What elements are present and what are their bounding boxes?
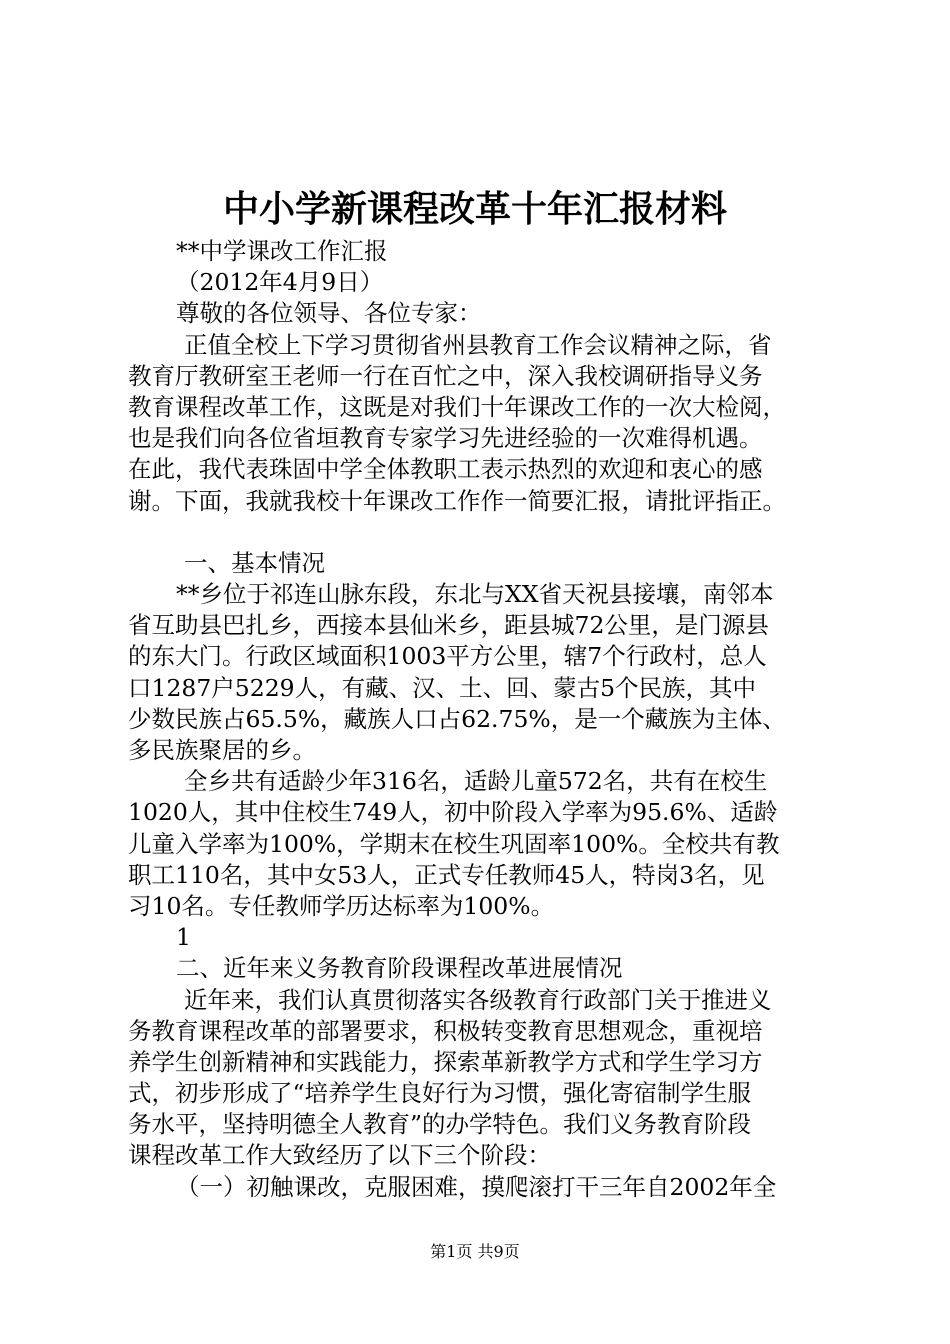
paragraph-line: 的东大门。行政区域面积1003平方公里，辖7个行政村，总人 [128,642,767,671]
paragraph-line: 教育课程改革工作，这既是对我们十年课改工作的一次大检阅， [128,392,786,421]
paragraph-line: **乡位于祁连山脉东段，东北与XX省天祝县接壤，南邻本 [176,580,774,609]
paragraph-line: 谢。下面，我就我校十年课改工作作一简要汇报，请批评指正。 [128,486,786,515]
paragraph-line: 口1287户5229人，有藏、汉、土、回、蒙古5个民族，其中 [128,673,757,702]
paragraph-line: 课程改革工作大致经历了以下三个阶段： [128,1141,551,1170]
paragraph-line: 务水平，坚持明德全人教育”的办学特色。我们义务教育阶段 [128,1110,752,1139]
section-heading: 二、近年来义务教育阶段课程改革进展情况 [176,954,623,983]
paragraph-line: 教育厅教研室王老师一行在百忙之中，深入我校调研指导义务 [128,361,763,390]
paragraph-line: 少数民族占65.5%，藏族人口占62.75%，是一个藏族为主体、 [128,704,786,733]
page-footer: 第1页 共9页 [430,1242,520,1261]
report-subtitle: **中学课改工作汇报 [176,237,388,265]
paragraph-line: 职工110名，其中女53人，正式专任教师45人，特岗3名，见 [128,860,765,889]
page-title: 中小学新课程改革十年汇报材料 [222,188,727,230]
paragraph-line: 1020人，其中住校生749人，初中阶段入学率为95.6%、适龄 [128,798,778,827]
paragraph-line: 儿童入学率为100%，学期末在校生巩固率100%。全校共有教 [128,829,780,858]
paragraph-line: 在此，我代表珠固中学全体教职工表示热烈的欢迎和衷心的感 [128,455,763,484]
paragraph-line: 务教育课程改革的部署要求，积极转变教育思想观念，重视培 [128,1016,763,1045]
paragraph-line: 近年来，我们认真贯彻落实各级教育行政部门关于推进义 [184,985,772,1014]
paragraph-line: 也是我们向各位省垣教育专家学习先进经验的一次难得机遇。 [128,424,763,453]
blank-line [128,517,838,548]
paragraph-line: 式，初步形成了“培养学生良好行为习惯，强化寄宿制学生服 [128,1079,752,1108]
subsection-heading: （一）初触课改，克服困难，摸爬滚打干三年自2002年全 [176,1172,777,1201]
paragraph-line: 省互助县巴扎乡，西接本县仙米乡，距县城72公里，是门源县 [128,611,769,640]
paragraph-line: 习10名。专任教师学历达标率为100%。 [128,891,555,920]
paragraph-line: 多民族聚居的乡。 [128,736,316,764]
section-heading: 一、基本情况 [184,548,325,577]
paragraph-line: 正值全校上下学习贯彻省州县教育工作会议精神之际，省 [184,330,772,359]
salutation: 尊敬的各位领导、各位专家： [176,299,482,328]
report-date: （2012年4月9日） [176,268,384,297]
inline-page-marker: 1 [176,923,191,952]
paragraph-line: 全乡共有适龄少年316名，适龄儿童572名，共有在校生 [184,767,768,796]
paragraph-line: 养学生创新精神和实践能力，探索革新教学方式和学生学习方 [128,1047,763,1076]
document-body [128,236,838,1203]
